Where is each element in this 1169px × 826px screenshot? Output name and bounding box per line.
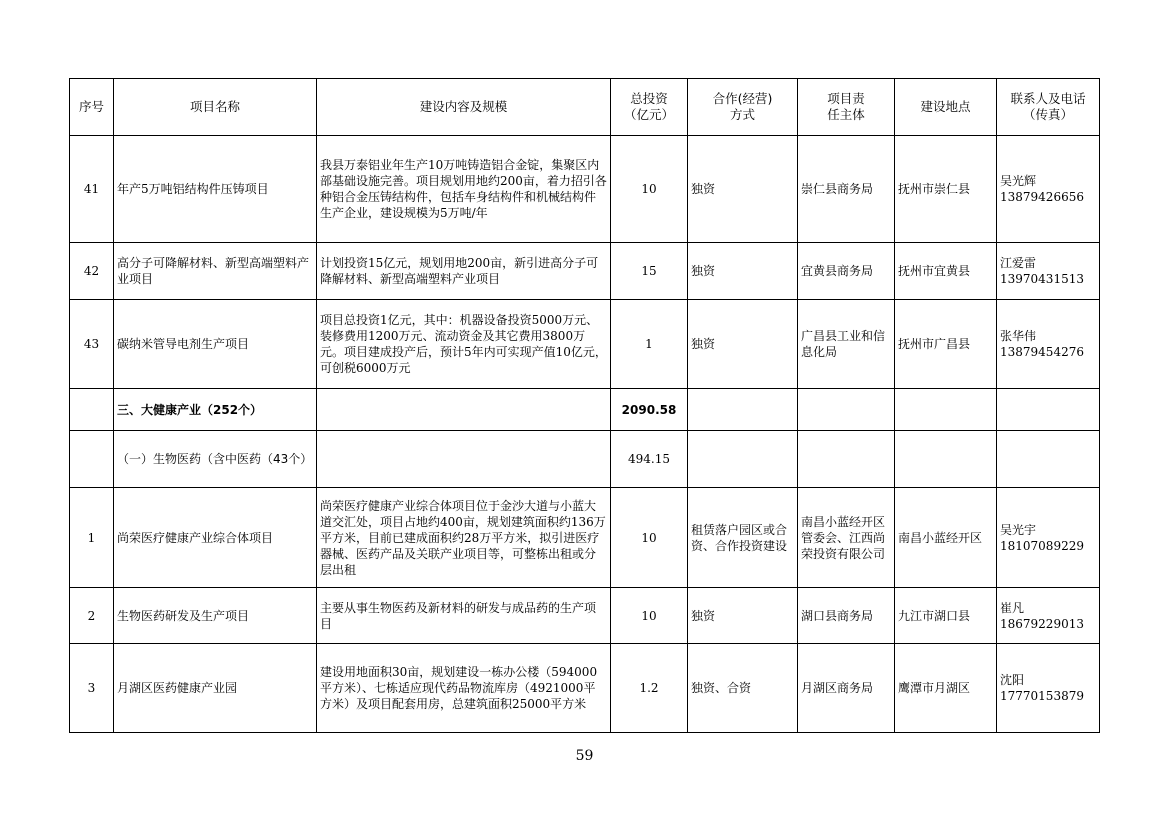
subsection-investment: 494.15 bbox=[611, 431, 688, 488]
table-row bbox=[70, 644, 1100, 733]
header-contact: 联系人及电话 （传真） bbox=[997, 79, 1100, 136]
subsection-row bbox=[70, 431, 1100, 488]
cell-empty bbox=[688, 389, 798, 431]
subsection-title: （一）生物医药（含中医药（43个） bbox=[114, 431, 317, 488]
cell-content: 建设用地面积30亩，规划建设一栋办公楼（594000平方米）、七栋适应现代药品物流库房（4921000平方米）及项目配套用房，总建筑面积25000平方米 bbox=[317, 644, 611, 733]
table-row bbox=[70, 243, 1100, 300]
cell-content: 我县万泰铝业年生产10万吨铸造铝合金锭，集聚区内部基础设施完善。项目规划用地约200亩，着力招引各种铝合金压铸结构件，包括车身结构件和机械结构件生产企业，建设规模为5万吨/年 bbox=[317, 136, 611, 243]
cell-seq: 41 bbox=[70, 136, 114, 243]
table-row bbox=[70, 488, 1100, 588]
cell-location: 南昌小蓝经开区 bbox=[895, 488, 997, 588]
cell-empty bbox=[798, 389, 895, 431]
cell-contact: 崔凡 18679229013 bbox=[997, 588, 1100, 644]
cell-seq: 43 bbox=[70, 300, 114, 389]
cell-content: 主要从事生物医药及新材料的研发与成品药的生产项目 bbox=[317, 588, 611, 644]
cell-contact: 吴光辉 13879426656 bbox=[997, 136, 1100, 243]
cell-contact: 沈阳 17770153879 bbox=[997, 644, 1100, 733]
cell-contact: 吴光宇 18107089229 bbox=[997, 488, 1100, 588]
header-location: 建设地点 bbox=[895, 79, 997, 136]
cell-seq: 1 bbox=[70, 488, 114, 588]
cell-owner: 湖口县商务局 bbox=[798, 588, 895, 644]
cell-seq: 2 bbox=[70, 588, 114, 644]
cell-location: 九江市湖口县 bbox=[895, 588, 997, 644]
section-title: 三、大健康产业（252个） bbox=[114, 389, 317, 431]
cell-investment: 10 bbox=[611, 136, 688, 243]
cell-investment: 1.2 bbox=[611, 644, 688, 733]
cell-coop: 独资 bbox=[688, 588, 798, 644]
cell-owner: 崇仁县商务局 bbox=[798, 136, 895, 243]
cell-name: 高分子可降解材料、新型高端塑料产业项目 bbox=[114, 243, 317, 300]
cell-location: 抚州市宜黄县 bbox=[895, 243, 997, 300]
cell-seq: 3 bbox=[70, 644, 114, 733]
cell-investment: 1 bbox=[611, 300, 688, 389]
page-number: 59 bbox=[575, 748, 594, 764]
cell-empty bbox=[997, 389, 1100, 431]
cell-empty bbox=[70, 389, 114, 431]
cell-seq: 42 bbox=[70, 243, 114, 300]
cell-name: 年产5万吨铝结构件压铸项目 bbox=[114, 136, 317, 243]
table-row bbox=[70, 588, 1100, 644]
header-content: 建设内容及规模 bbox=[317, 79, 611, 136]
cell-empty bbox=[70, 431, 114, 488]
cell-name: 尚荣医疗健康产业综合体项目 bbox=[114, 488, 317, 588]
cell-investment: 10 bbox=[611, 488, 688, 588]
cell-coop: 租赁落户园区或合资、合作投资建设 bbox=[688, 488, 798, 588]
cell-name: 碳纳米管导电剂生产项目 bbox=[114, 300, 317, 389]
cell-empty bbox=[798, 431, 895, 488]
section-row bbox=[70, 389, 1100, 431]
cell-contact: 江爱雷 13970431513 bbox=[997, 243, 1100, 300]
cell-empty bbox=[895, 431, 997, 488]
table-header-row bbox=[70, 79, 1100, 136]
cell-owner: 宜黄县商务局 bbox=[798, 243, 895, 300]
cell-empty bbox=[997, 431, 1100, 488]
cell-coop: 独资 bbox=[688, 300, 798, 389]
cell-owner: 广昌县工业和信息化局 bbox=[798, 300, 895, 389]
header-investment: 总投资 （亿元） bbox=[611, 79, 688, 136]
section-investment: 2090.58 bbox=[611, 389, 688, 431]
cell-empty bbox=[317, 431, 611, 488]
cell-coop: 独资、合资 bbox=[688, 644, 798, 733]
project-table bbox=[69, 78, 1100, 733]
cell-coop: 独资 bbox=[688, 136, 798, 243]
project-table-sheet bbox=[69, 78, 1099, 733]
cell-empty bbox=[317, 389, 611, 431]
cell-coop: 独资 bbox=[688, 243, 798, 300]
cell-name: 生物医药研发及生产项目 bbox=[114, 588, 317, 644]
header-coop: 合作(经营) 方式 bbox=[688, 79, 798, 136]
cell-location: 抚州市崇仁县 bbox=[895, 136, 997, 243]
cell-owner: 月湖区商务局 bbox=[798, 644, 895, 733]
cell-location: 鹰潭市月湖区 bbox=[895, 644, 997, 733]
cell-content: 计划投资15亿元，规划用地200亩，新引进高分子可降解材料、新型高端塑料产业项目 bbox=[317, 243, 611, 300]
table-row bbox=[70, 136, 1100, 243]
cell-contact: 张华伟 13879454276 bbox=[997, 300, 1100, 389]
header-owner: 项目责 任主体 bbox=[798, 79, 895, 136]
cell-investment: 10 bbox=[611, 588, 688, 644]
cell-owner: 南昌小蓝经开区管委会、江西尚荣投资有限公司 bbox=[798, 488, 895, 588]
cell-content: 项目总投资1亿元，其中：机器设备投资5000万元、装修费用1200万元、流动资金及其它费用3800万元。项目建成投产后，预计5年内可实现产值10亿元，可创税6000万元 bbox=[317, 300, 611, 389]
header-seq: 序号 bbox=[70, 79, 114, 136]
cell-location: 抚州市广昌县 bbox=[895, 300, 997, 389]
table-row bbox=[70, 300, 1100, 389]
cell-investment: 15 bbox=[611, 243, 688, 300]
cell-empty bbox=[895, 389, 997, 431]
cell-content: 尚荣医疗健康产业综合体项目位于金沙大道与小蓝大道交汇处，项目占地约400亩，规划建筑面积约136万平方米，目前已建成面积约28万平方米，拟引进医疗器械、医药产品及关联产业项目等，可整栋出租或分层出租 bbox=[317, 488, 611, 588]
cell-name: 月湖区医药健康产业园 bbox=[114, 644, 317, 733]
cell-empty bbox=[688, 431, 798, 488]
header-name: 项目名称 bbox=[114, 79, 317, 136]
